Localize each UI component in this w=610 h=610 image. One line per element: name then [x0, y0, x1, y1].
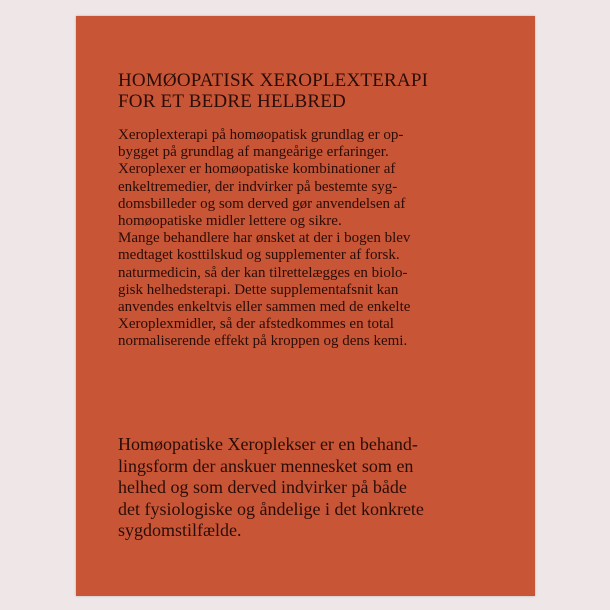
text-line: gisk helhedsterapi. Dette supplementafsnit kan	[118, 281, 399, 298]
text-line: Homøopatiske Xeroplekser er en behand-	[118, 434, 418, 454]
text-line: normaliserende effekt på kroppen og dens kemi.	[118, 333, 408, 350]
title-line: HOMØOPATISK XEROPLEXTERAPI	[118, 70, 429, 91]
description-paragraph	[118, 127, 410, 351]
cover-title	[118, 70, 428, 112]
text-line: Xeroplexterapi på homøopatisk grundlag er op-	[118, 127, 404, 143]
text-line: sygdomstilfælde.	[118, 520, 242, 540]
title-line: FOR ET BEDRE HELBRED	[118, 91, 346, 112]
summary-paragraph	[118, 434, 424, 542]
text-line: Mange behandlere har ønsket at der i bogen blev	[118, 230, 411, 247]
text-line: homøopatiske midler lettere og sikre.	[118, 213, 342, 230]
text-line: lingsform der anskuer mennesket som en	[118, 455, 414, 476]
text-line: bygget på grundlag af mangeårige erfaringer.	[118, 144, 389, 161]
text-line: enkeltremedier, der indvirker på bestemte syg-	[118, 178, 398, 195]
text-line: domsbilleder og som derved gør anvendelsen af	[118, 195, 406, 212]
book-cover	[76, 16, 535, 596]
text-line: naturmedicin, så der kan tilrettelægges en biolo-	[118, 264, 408, 281]
text-line: Xeroplexer er homøopatiske kombinationer af	[118, 161, 396, 178]
text-line: medtaget kosttilskud og supplementer af forsk.	[118, 247, 400, 264]
text-line: anvendes enkeltvis eller sammen med de enkelte	[118, 299, 411, 316]
text-line: Xeroplexmidler, så der afstedkommes en total	[118, 316, 394, 333]
text-line: helhed og som derved indvirker på både	[118, 477, 407, 497]
text-line: det fysiologiske og åndelige i det konkrete	[118, 498, 424, 519]
